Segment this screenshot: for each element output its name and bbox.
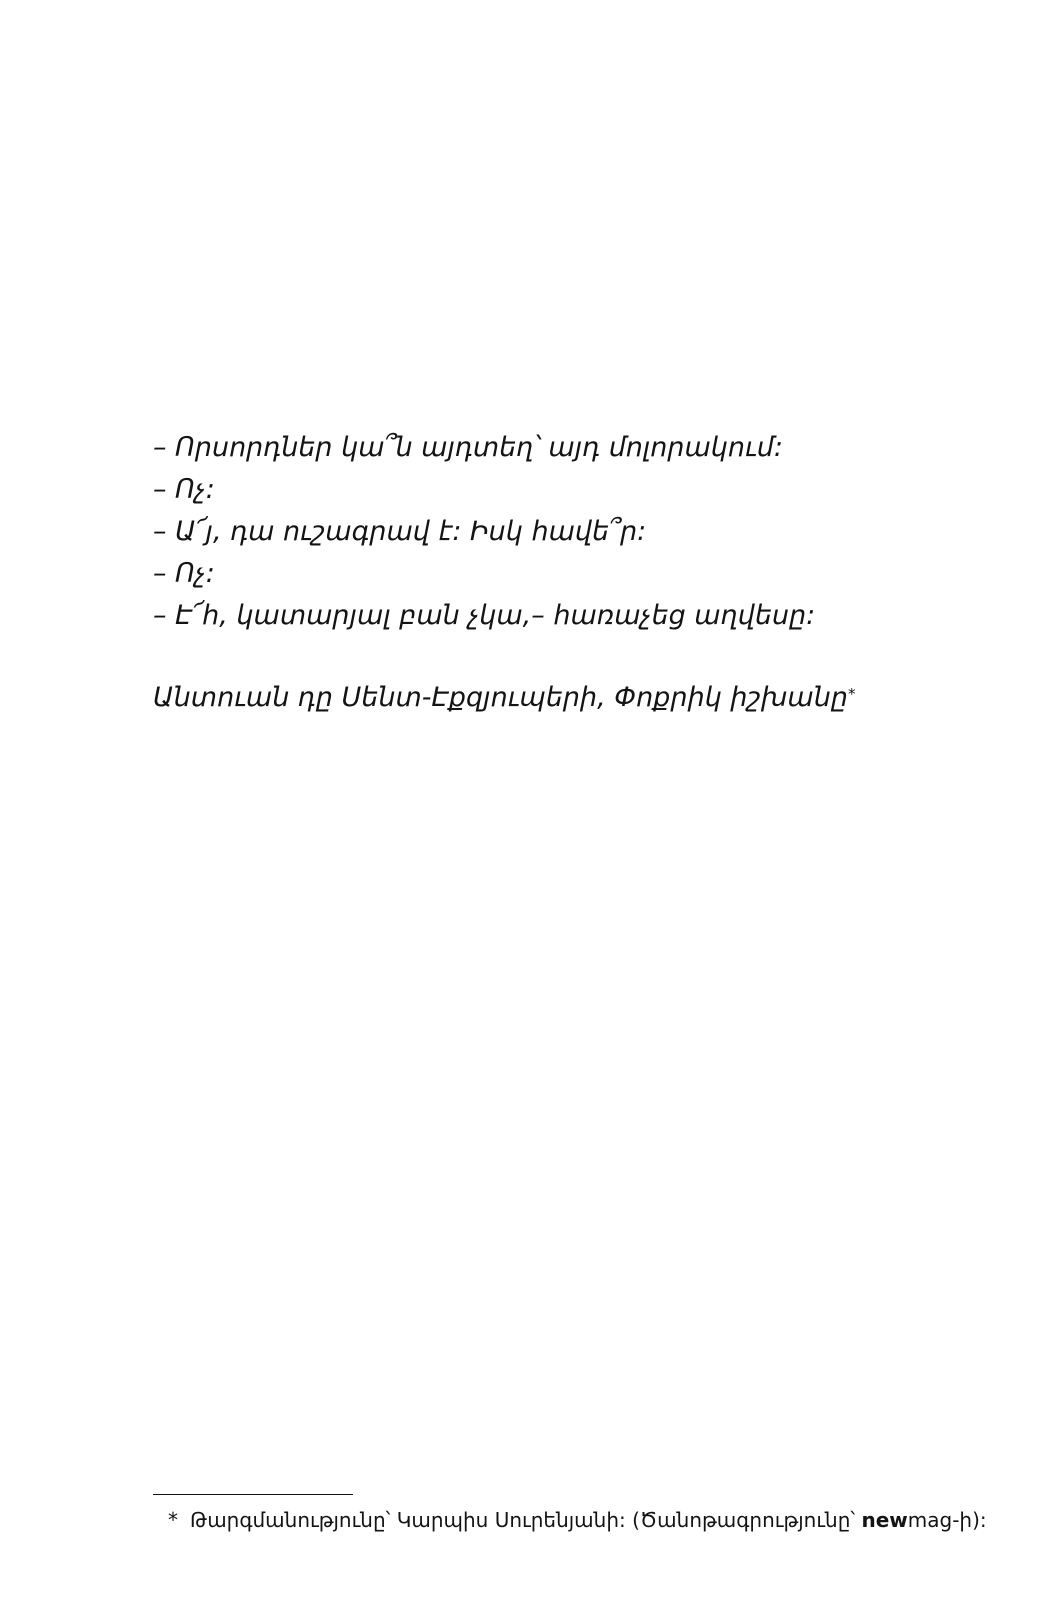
footnote-divider bbox=[153, 1494, 353, 1495]
dialogue-line: – Ոչ: bbox=[153, 558, 215, 589]
footnote bbox=[168, 1506, 987, 1534]
dialogue-line: – Որսորդներ կա՞ն այդտեղ՝ այդ մոլորակում: bbox=[153, 432, 783, 463]
dialogue-block bbox=[153, 427, 913, 637]
quote-attribution-text: Անտուան դը Սենտ-Էքզյուպերի, Փոքրիկ իշխանը bbox=[153, 682, 848, 713]
footnote-brand-rest: mag-ի): bbox=[907, 1508, 987, 1532]
dialogue-line: – Ոչ: bbox=[153, 474, 215, 505]
footnote-reference-marker: * bbox=[847, 685, 856, 703]
dialogue-line: – Է՜հ, կատարյալ բան չկա,– հառաչեց աղվեսը: bbox=[153, 600, 816, 631]
dialogue-line: – Ա՜յ, դա ուշագրավ է: Իսկ հավե՞ր: bbox=[153, 516, 647, 547]
footnote-text: Թարգմանությունը՝ Կարպիս Սուրենյանի: (Ծանոթագրությունը՝ bbox=[190, 1508, 862, 1532]
footnote-brand-bold: new bbox=[861, 1508, 908, 1532]
quote-attribution bbox=[153, 677, 855, 719]
footnote-marker: * bbox=[168, 1508, 178, 1532]
